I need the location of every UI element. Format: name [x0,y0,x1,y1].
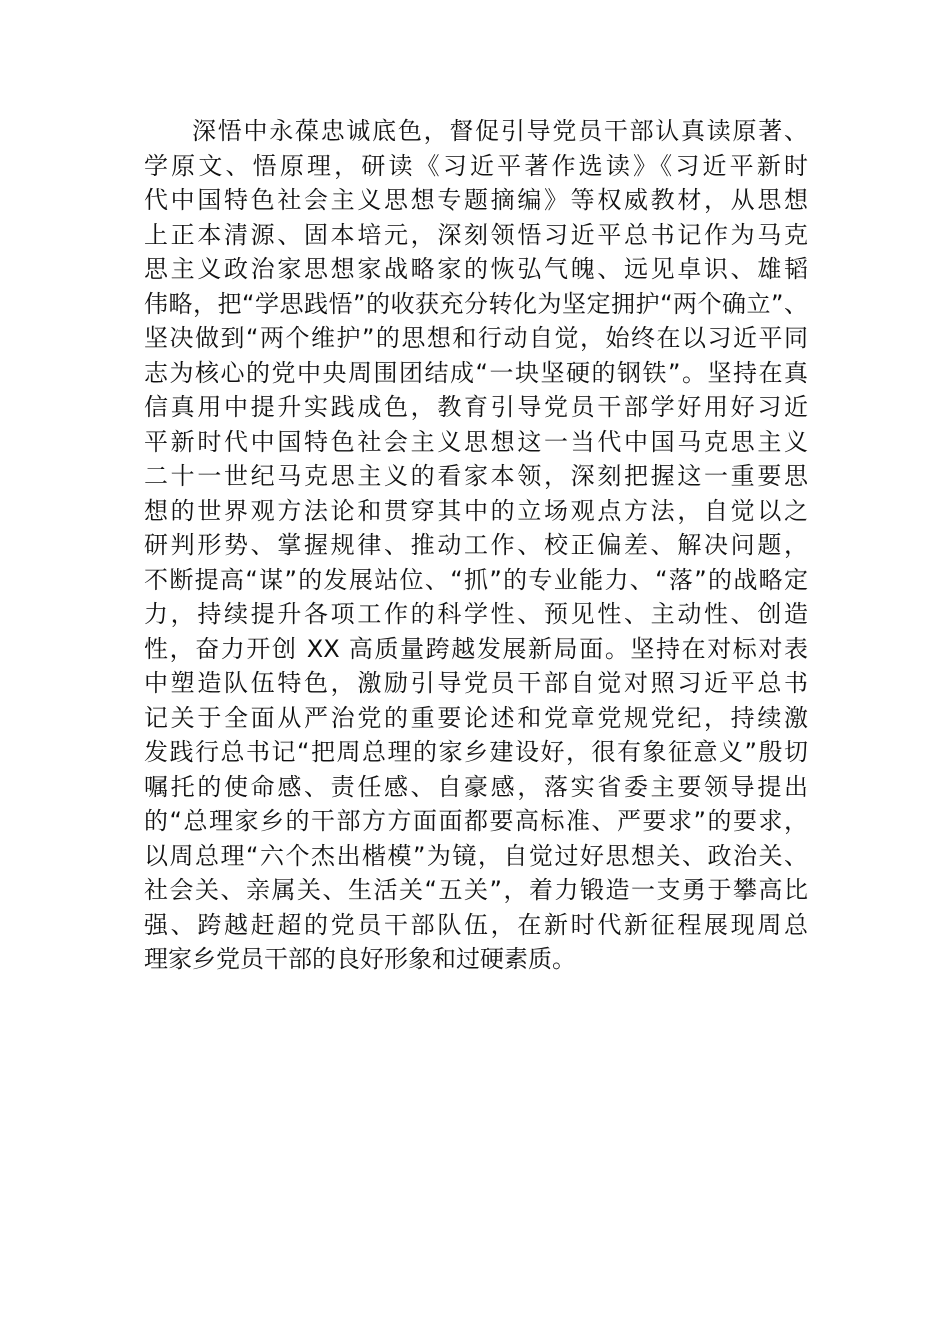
paragraph-line: 不断提高“谋”的发展站位、“抓”的专业能力、“落”的战略定 [144,565,808,594]
paragraph-line: 记关于全面从严治党的重要论述和党章党规党纪，持续激 [144,703,808,732]
paragraph-line: 伟略，把“学思践悟”的收获充分转化为坚定拥护“两个确立”、 [144,289,808,318]
paragraph-line: 研判形势、掌握规律、推动工作、校正偏差、解决问题， [144,531,808,559]
paragraph-line: 的“总理家乡的干部方方面面都要高标准、严要求”的要求， [144,807,808,835]
paragraph-line: 中塑造队伍特色，激励引导党员干部自觉对照习近平总书 [144,669,808,697]
paragraph-line: 上正本清源、固本培元，深刻领悟习近平总书记作为马克 [144,220,808,249]
body-paragraph [144,114,808,977]
paragraph-line: 学原文、悟原理，研读《习近平著作选读》《习近平新时 [144,151,808,180]
paragraph-line: 坚决做到“两个维护”的思想和行动自觉，始终在以习近平同 [144,324,808,352]
paragraph-line: 以周总理“六个杰出楷模”为镜，自觉过好思想关、政治关、 [144,841,808,870]
paragraph-line: 深悟中永葆忠诚底色，督促引导党员干部认真读原著、 [192,117,808,145]
paragraph-line: 思主义政治家思想家战略家的恢弘气魄、远见卓识、雄韬 [144,255,808,283]
paragraph-line: 二十一世纪马克思主义的看家本领，深刻把握这一重要思 [144,462,808,490]
paragraph-line: 社会关、亲属关、生活关“五关”，着力锻造一支勇于攀高比 [144,876,808,904]
paragraph-line: 发践行总书记“把周总理的家乡建设好，很有象征意义”殷切 [144,738,808,766]
paragraph-line: 强、跨越赶超的党员干部队伍，在新时代新征程展现周总 [144,910,808,939]
paragraph-line: 性，奋力开创 XX 高质量跨越发展新局面。坚持在对标对表 [144,634,808,663]
paragraph-line: 信真用中提升实践成色，教育引导党员干部学好用好习近 [144,393,808,421]
paragraph-line: 代中国特色社会主义思想专题摘编》等权威教材，从思想 [144,186,808,214]
paragraph-line: 理家乡党员干部的良好形象和过硬素质。 [144,945,576,973]
paragraph-line: 嘱托的使命感、责任感、自豪感，落实省委主要领导提出 [144,772,808,801]
paragraph-line: 平新时代中国特色社会主义思想这一当代中国马克思主义 [144,427,808,456]
paragraph-line: 志为核心的党中央周围团结成“一块坚硬的钢铁”。坚持在真 [144,358,808,387]
paragraph-line: 想的世界观方法论和贯穿其中的立场观点方法，自觉以之 [144,496,808,525]
paragraph-line: 力，持续提升各项工作的科学性、预见性、主动性、创造 [144,600,808,628]
